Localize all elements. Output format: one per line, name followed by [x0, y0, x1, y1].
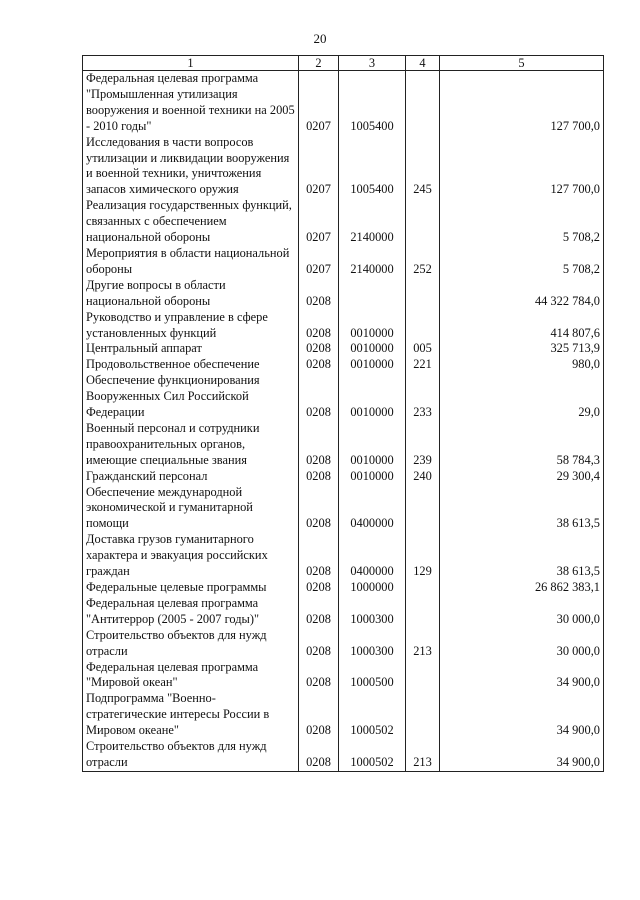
row-amount: 44 322 784,0: [440, 278, 604, 310]
header-col-5: 5: [440, 56, 604, 71]
row-amount: 34 900,0: [440, 691, 604, 739]
row-section-code: 0208: [299, 469, 339, 485]
table-body: [83, 71, 604, 772]
row-target-code: 0010000: [339, 469, 406, 485]
row-name: Военный персонал и сотрудники правоохранительных органов, имеющие специальные звания: [83, 421, 299, 469]
row-kind-code: 213: [406, 739, 440, 771]
row-name: Подпрограмма "Военно-стратегические интересы России в Мировом океане": [83, 691, 299, 739]
row-amount: 29 300,4: [440, 469, 604, 485]
row-target-code: 1005400: [339, 135, 406, 199]
row-section-code: 0208: [299, 373, 339, 421]
row-target-code: 1000502: [339, 739, 406, 771]
row-kind-code: 252: [406, 246, 440, 278]
row-target-code: 0010000: [339, 357, 406, 373]
row-name: Гражданский персонал: [83, 469, 299, 485]
row-section-code: 0208: [299, 628, 339, 660]
row-kind-code: 005: [406, 341, 440, 357]
row-kind-code: 221: [406, 357, 440, 373]
table-row: [83, 310, 604, 342]
table-row: [83, 739, 604, 771]
row-kind-code: [406, 660, 440, 692]
row-amount: 5 708,2: [440, 246, 604, 278]
table-row: [83, 421, 604, 469]
row-section-code: 0208: [299, 310, 339, 342]
row-kind-code: 239: [406, 421, 440, 469]
row-section-code: 0208: [299, 485, 339, 533]
row-kind-code: 233: [406, 373, 440, 421]
row-name: Продовольственное обеспечение: [83, 357, 299, 373]
row-name: Исследования в части вопросов утилизации и ликвидации вооружения и военной техники, уничтожения запасов химического оружия: [83, 135, 299, 199]
budget-table: [82, 55, 604, 772]
table-row: [83, 341, 604, 357]
header-col-4: 4: [406, 56, 440, 71]
row-target-code: 1000502: [339, 691, 406, 739]
row-amount: 30 000,0: [440, 596, 604, 628]
row-section-code: 0208: [299, 691, 339, 739]
row-name: Реализация государственных функций, связанных с обеспечением национальной обороны: [83, 198, 299, 246]
row-name: Центральный аппарат: [83, 341, 299, 357]
row-target-code: 1000000: [339, 580, 406, 596]
table-row: [83, 135, 604, 199]
row-target-code: 0400000: [339, 532, 406, 580]
row-name: Другие вопросы в области национальной обороны: [83, 278, 299, 310]
header-row: [83, 56, 604, 71]
header-col-3: 3: [339, 56, 406, 71]
row-kind-code: 213: [406, 628, 440, 660]
row-section-code: 0208: [299, 660, 339, 692]
row-name: Руководство и управление в сфере установленных функций: [83, 310, 299, 342]
row-section-code: 0208: [299, 596, 339, 628]
row-amount: 34 900,0: [440, 739, 604, 771]
table-row: [83, 357, 604, 373]
row-kind-code: [406, 310, 440, 342]
row-target-code: 0010000: [339, 373, 406, 421]
row-kind-code: [406, 198, 440, 246]
row-section-code: 0208: [299, 341, 339, 357]
row-section-code: 0207: [299, 246, 339, 278]
header-col-2: 2: [299, 56, 339, 71]
row-amount: 29,0: [440, 373, 604, 421]
row-target-code: 1005400: [339, 71, 406, 135]
row-target-code: 0010000: [339, 341, 406, 357]
row-target-code: 1000300: [339, 596, 406, 628]
row-section-code: 0208: [299, 532, 339, 580]
row-amount: 38 613,5: [440, 485, 604, 533]
row-kind-code: 129: [406, 532, 440, 580]
row-name: Строительство объектов для нужд отрасли: [83, 739, 299, 771]
row-amount: 5 708,2: [440, 198, 604, 246]
row-section-code: 0207: [299, 71, 339, 135]
table-row: [83, 580, 604, 596]
table-row: [83, 373, 604, 421]
table-row: [83, 532, 604, 580]
row-section-code: 0207: [299, 135, 339, 199]
row-kind-code: [406, 596, 440, 628]
row-name: Доставка грузов гуманитарного характера и эвакуация российских граждан: [83, 532, 299, 580]
row-name: Обеспечение международной экономической и гуманитарной помощи: [83, 485, 299, 533]
row-amount: 38 613,5: [440, 532, 604, 580]
table-row: [83, 485, 604, 533]
row-amount: 414 807,6: [440, 310, 604, 342]
row-amount: 127 700,0: [440, 135, 604, 199]
row-name: Строительство объектов для нужд отрасли: [83, 628, 299, 660]
row-kind-code: [406, 278, 440, 310]
row-kind-code: [406, 580, 440, 596]
row-kind-code: [406, 485, 440, 533]
table-row: [83, 628, 604, 660]
row-target-code: 2140000: [339, 198, 406, 246]
row-target-code: 0010000: [339, 310, 406, 342]
row-kind-code: 240: [406, 469, 440, 485]
row-name: Федеральная целевая программа "Промышленная утилизация вооружения и военной техники на 2005 - 2010 годы": [83, 71, 299, 135]
row-target-code: 2140000: [339, 246, 406, 278]
page-number: 20: [313, 31, 327, 46]
row-section-code: 0208: [299, 739, 339, 771]
table-row: [83, 691, 604, 739]
row-target-code: 0010000: [339, 421, 406, 469]
row-name: Федеральные целевые программы: [83, 580, 299, 596]
row-section-code: 0208: [299, 421, 339, 469]
table-row: [83, 596, 604, 628]
row-amount: 30 000,0: [440, 628, 604, 660]
row-kind-code: [406, 71, 440, 135]
row-amount: 980,0: [440, 357, 604, 373]
row-amount: 325 713,9: [440, 341, 604, 357]
row-kind-code: [406, 691, 440, 739]
row-target-code: [339, 278, 406, 310]
table-row: [83, 71, 604, 135]
row-section-code: 0208: [299, 278, 339, 310]
row-section-code: 0207: [299, 198, 339, 246]
row-name: Мероприятия в области национальной обороны: [83, 246, 299, 278]
table-row: [83, 469, 604, 485]
header-col-1: 1: [83, 56, 299, 71]
row-name: Федеральная целевая программа "Антитеррор (2005 - 2007 годы)": [83, 596, 299, 628]
row-section-code: 0208: [299, 357, 339, 373]
row-target-code: 1000500: [339, 660, 406, 692]
row-amount: 34 900,0: [440, 660, 604, 692]
row-target-code: 0400000: [339, 485, 406, 533]
row-amount: 26 862 383,1: [440, 580, 604, 596]
table-row: [83, 246, 604, 278]
row-name: Обеспечение функционирования Вооруженных Сил Российской Федерации: [83, 373, 299, 421]
row-kind-code: 245: [406, 135, 440, 199]
row-amount: 127 700,0: [440, 71, 604, 135]
table-row: [83, 278, 604, 310]
table-row: [83, 198, 604, 246]
table-row: [83, 660, 604, 692]
row-section-code: 0208: [299, 580, 339, 596]
row-target-code: 1000300: [339, 628, 406, 660]
row-amount: 58 784,3: [440, 421, 604, 469]
row-name: Федеральная целевая программа "Мировой океан": [83, 660, 299, 692]
